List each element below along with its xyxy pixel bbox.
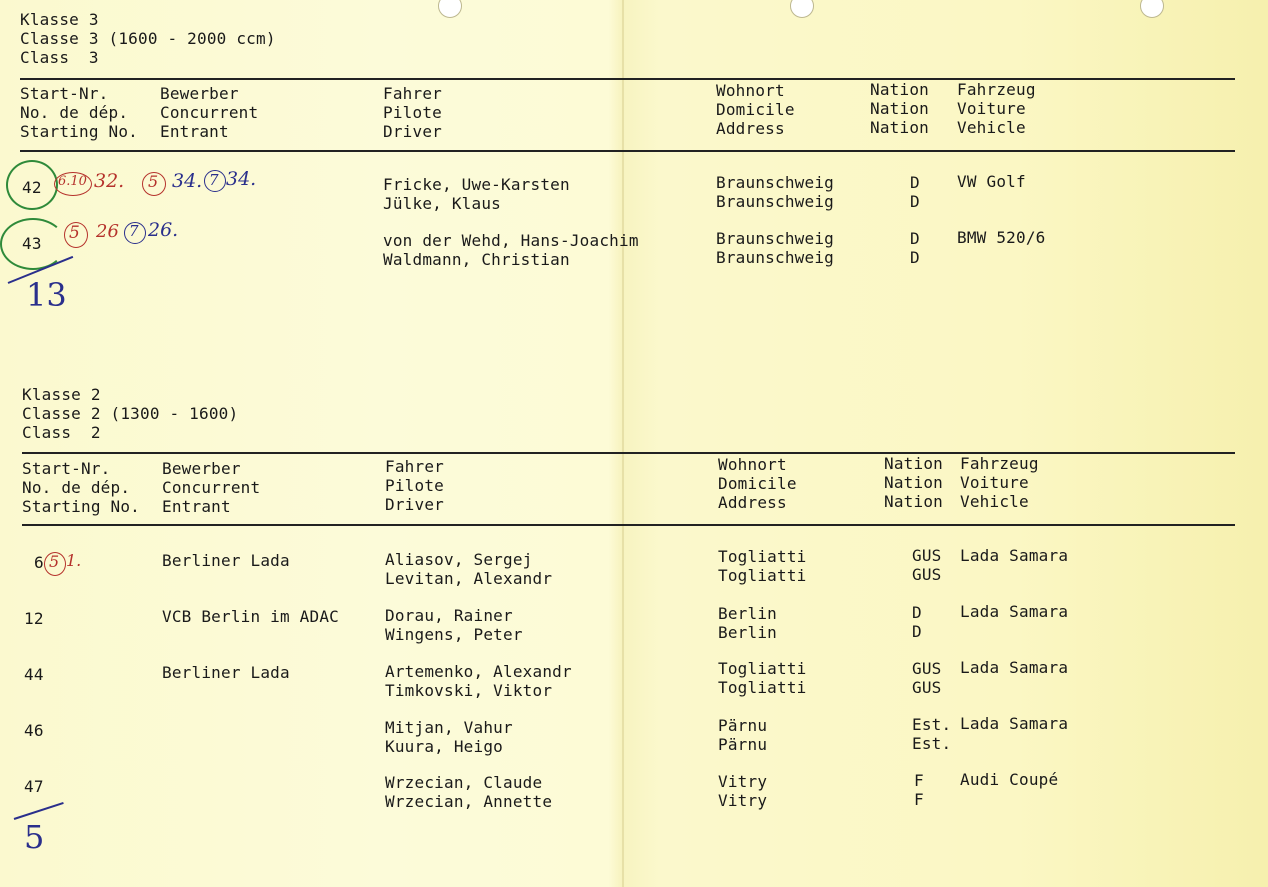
header-start: No. de dép. (22, 478, 131, 497)
nation: D (912, 622, 922, 641)
address: Braunschweig (716, 229, 834, 248)
class-title-de: Klasse 2 (22, 385, 101, 404)
header-driver: Fahrer (385, 457, 444, 476)
punch-hole (438, 0, 462, 18)
class-title-en: Class 2 (22, 423, 101, 442)
header-nation: Nation (884, 492, 943, 511)
address: Pärnu (718, 735, 768, 754)
header-nation: Nation (870, 99, 929, 118)
header-nation: Nation (884, 454, 943, 473)
nation: D (910, 192, 920, 211)
header-vehicle: Voiture (960, 473, 1029, 492)
address: Togliatti (718, 547, 807, 566)
nation: Est. (912, 734, 952, 753)
header-vehicle: Voiture (957, 99, 1026, 118)
handwritten-note: 7 (209, 171, 219, 189)
driver-name: Waldmann, Christian (383, 250, 570, 269)
header-driver: Driver (383, 122, 442, 141)
nation: Est. (912, 715, 952, 734)
table-rule (20, 78, 1235, 80)
start-number: 42 (22, 178, 42, 197)
header-entrant: Concurrent (160, 103, 259, 122)
header-address: Address (716, 119, 785, 138)
handwritten-note: 34. (172, 170, 203, 192)
entrant: VCB Berlin im ADAC (162, 607, 339, 626)
start-number: 12 (24, 609, 44, 628)
start-number: 47 (24, 777, 44, 796)
handwritten-count: 13 (26, 276, 67, 314)
nation: D (910, 229, 920, 248)
driver-name: Artemenko, Alexandr (385, 662, 572, 681)
driver-name: von der Wehd, Hans-Joachim (383, 231, 639, 250)
driver-name: Wrzecian, Annette (385, 792, 553, 811)
handwritten-note: 26 (96, 221, 119, 242)
address: Braunschweig (716, 192, 834, 211)
address: Togliatti (718, 659, 807, 678)
header-driver: Fahrer (383, 84, 442, 103)
nation: GUS (912, 546, 942, 565)
handwritten-count: 5 (24, 818, 45, 856)
header-address: Wohnort (716, 81, 785, 100)
address: Braunschweig (716, 173, 834, 192)
driver-name: Dorau, Rainer (385, 606, 513, 625)
header-nation: Nation (870, 118, 929, 137)
header-driver: Driver (385, 495, 444, 514)
paper-fold (622, 0, 624, 887)
vehicle: Audi Coupé (960, 770, 1059, 789)
address: Vitry (718, 791, 768, 810)
handwritten-note: 7 (129, 222, 139, 240)
address: Togliatti (718, 566, 807, 585)
entrant: Berliner Lada (162, 551, 290, 570)
header-start: Starting No. (20, 122, 138, 141)
address: Berlin (718, 623, 777, 642)
nation: GUS (912, 659, 942, 678)
class-title-de: Klasse 3 (20, 10, 99, 29)
nation: F (914, 790, 924, 809)
entrant: Berliner Lada (162, 663, 290, 682)
header-driver: Pilote (383, 103, 442, 122)
handwritten-note: 5 (69, 223, 80, 243)
header-address: Address (718, 493, 787, 512)
handwritten-note: 6.10 (58, 174, 87, 189)
header-start: Start-Nr. (22, 459, 111, 478)
nation: D (912, 603, 922, 622)
driver-name: Wrzecian, Claude (385, 773, 543, 792)
table-rule (22, 524, 1235, 526)
vehicle: Lada Samara (960, 658, 1069, 677)
driver-name: Timkovski, Viktor (385, 681, 553, 700)
address: Vitry (718, 772, 768, 791)
driver-name: Jülke, Klaus (383, 194, 501, 213)
start-number: 46 (24, 721, 44, 740)
class-title-en: Class 3 (20, 48, 99, 67)
class-title-fr: Classe 3 (1600 - 2000 ccm) (20, 29, 276, 48)
header-address: Domicile (716, 100, 795, 119)
vehicle: Lada Samara (960, 602, 1069, 621)
handwritten-note: 1. (66, 551, 82, 570)
table-rule (22, 452, 1235, 454)
address: Pärnu (718, 716, 768, 735)
start-number: 44 (24, 665, 44, 684)
handwritten-note: 5 (148, 172, 159, 191)
driver-name: Wingens, Peter (385, 625, 523, 644)
header-driver: Pilote (385, 476, 444, 495)
handwritten-note: 34. (226, 168, 257, 190)
start-number: 6 (34, 553, 44, 572)
header-address: Domicile (718, 474, 797, 493)
nation: GUS (912, 565, 942, 584)
header-entrant: Concurrent (162, 478, 261, 497)
header-address: Wohnort (718, 455, 787, 474)
header-entrant: Entrant (160, 122, 229, 141)
nation: D (910, 173, 920, 192)
vehicle: Lada Samara (960, 714, 1069, 733)
header-entrant: Bewerber (160, 84, 239, 103)
header-vehicle: Fahrzeug (960, 454, 1039, 473)
green-circle-mark (6, 160, 58, 210)
handwritten-note: 26. (148, 219, 179, 241)
driver-name: Aliasov, Sergej (385, 550, 533, 569)
driver-name: Mitjan, Vahur (385, 718, 513, 737)
punch-hole (790, 0, 814, 18)
driver-name: Levitan, Alexandr (385, 569, 553, 588)
header-vehicle: Fahrzeug (957, 80, 1036, 99)
address: Berlin (718, 604, 777, 623)
header-nation: Nation (884, 473, 943, 492)
header-start: Starting No. (22, 497, 140, 516)
header-entrant: Bewerber (162, 459, 241, 478)
header-start: Start-Nr. (20, 84, 109, 103)
address: Braunschweig (716, 248, 834, 267)
handwritten-note: 32. (94, 170, 125, 192)
nation: GUS (912, 678, 942, 697)
nation: F (914, 771, 924, 790)
handwritten-note: 5 (49, 552, 60, 571)
punch-hole (1140, 0, 1164, 18)
start-number: 43 (22, 234, 42, 253)
header-start: No. de dép. (20, 103, 129, 122)
header-nation: Nation (870, 80, 929, 99)
header-vehicle: Vehicle (957, 118, 1026, 137)
table-rule (20, 150, 1235, 152)
vehicle: Lada Samara (960, 546, 1069, 565)
address: Togliatti (718, 678, 807, 697)
class-title-fr: Classe 2 (1300 - 1600) (22, 404, 239, 423)
nation: D (910, 248, 920, 267)
vehicle: BMW 520/6 (957, 228, 1046, 247)
driver-name: Fricke, Uwe-Karsten (383, 175, 570, 194)
header-entrant: Entrant (162, 497, 231, 516)
header-vehicle: Vehicle (960, 492, 1029, 511)
driver-name: Kuura, Heigo (385, 737, 503, 756)
vehicle: VW Golf (957, 172, 1026, 191)
